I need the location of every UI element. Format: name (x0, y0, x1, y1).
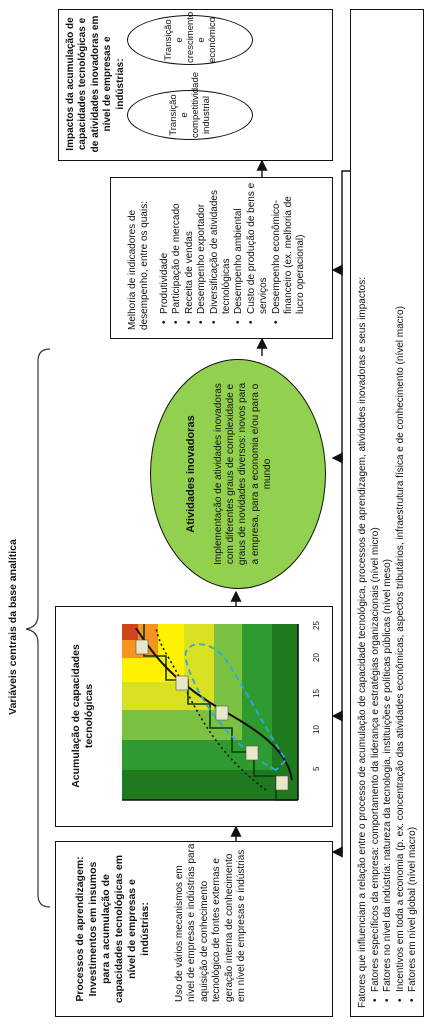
innovation-title: Atividades inovadoras (185, 415, 197, 533)
influencing-factors-box (350, 9, 424, 1017)
capability-accumulation-box (55, 606, 333, 827)
tick-25: 25 (312, 621, 321, 630)
factor-item: • Fatores em nível global (nível macro) (407, 12, 419, 1002)
central-variables-brace (26, 349, 50, 907)
tick-15: 15 (312, 689, 321, 698)
innovation-activities-ellipse (150, 359, 326, 589)
factor-item: • Incentivos em toda a economia (p. ex. concentração das atividades econômicas, aspectos tributários, infraestrutura física e de conhecimento (nível macro) (395, 12, 407, 1002)
innovation-body: Implementação de atividades inovadoras com diferentes graus de complexidade e graus de novidades diversos: novos para a empresa, para a economia e/ou para o mundo (213, 382, 273, 566)
learning-processes-body: Uso de vários mecanismos em nível de empresas e indústrias para aquisição de conhecimento tecnológico de fontes externas e geração interna de conhecimento em nível de empresas e indústrias (174, 843, 248, 1002)
performance-item: • Produtividade (159, 174, 171, 324)
performance-item: • Diversificação de atividades tecnológicas (209, 174, 234, 324)
performance-item: • Desempenho exportador (196, 174, 208, 324)
performance-item: • Desempenho ambiental (233, 174, 245, 324)
competitiveness-ellipse-box (127, 71, 253, 140)
competitiveness-ellipse-text: Transição e competitividade industrial (168, 71, 212, 138)
learning-processes-box (55, 841, 333, 1017)
tick-10: 10 (312, 725, 321, 734)
performance-list (159, 174, 308, 334)
central-variables-label: Variáveis centrais da base analítica (7, 539, 19, 715)
performance-indicators-box (110, 177, 333, 339)
growth-ellipse (127, 11, 253, 65)
factor-item: • Fatores no nível da indústria: natureza da tecnologia, instituições e políticas públicas (nível meso) (382, 12, 394, 1002)
factor-item: • Fatores específicos da empresa: comportamento da liderança e estratégias organizacionais (nível micro) (370, 12, 382, 1002)
performance-item: • Desempenho econômico-financeiro (ex. melhoria de lucro operacional) (271, 174, 308, 324)
performance-item: • Receita de vendas (184, 174, 196, 324)
capability-grid (122, 624, 298, 800)
factors-list (370, 12, 420, 1012)
tick-5: 5 (312, 766, 321, 771)
learning-processes-title: Processos de aprendizagem: Investimentos em insumos para a acumulação de capacidades tecnológicas em nível de empresas e indústrias: (74, 854, 151, 1004)
growth-ellipse-text: Transição e crescimento e econômico (162, 11, 218, 63)
capability-accumulation-title: Acumulação de capacidades tecnológicas (70, 644, 95, 788)
tick-20: 20 (312, 653, 321, 662)
impacts-title: Impactos da acumulação de capacidades tecnológicas e de atividades inovadoras em nível de empresas e indústrias: (65, 15, 126, 153)
performance-item: • Participação de mercado (171, 174, 183, 324)
impacts-box (58, 9, 333, 161)
performance-intro: Melhoria de indicadores de desempenho, entre os quais: (127, 201, 151, 330)
performance-item: • Custo de produção de bens e serviços (246, 174, 271, 324)
capability-staircase-chart (116, 618, 308, 810)
factors-intro: Fatores que influenciam a relação entre o processo de acumulação de capacidade tecnológica, processos de aprendizagem, atividades inovadoras e seus impactos: (357, 277, 368, 1008)
factors-feedback-line (342, 171, 350, 852)
